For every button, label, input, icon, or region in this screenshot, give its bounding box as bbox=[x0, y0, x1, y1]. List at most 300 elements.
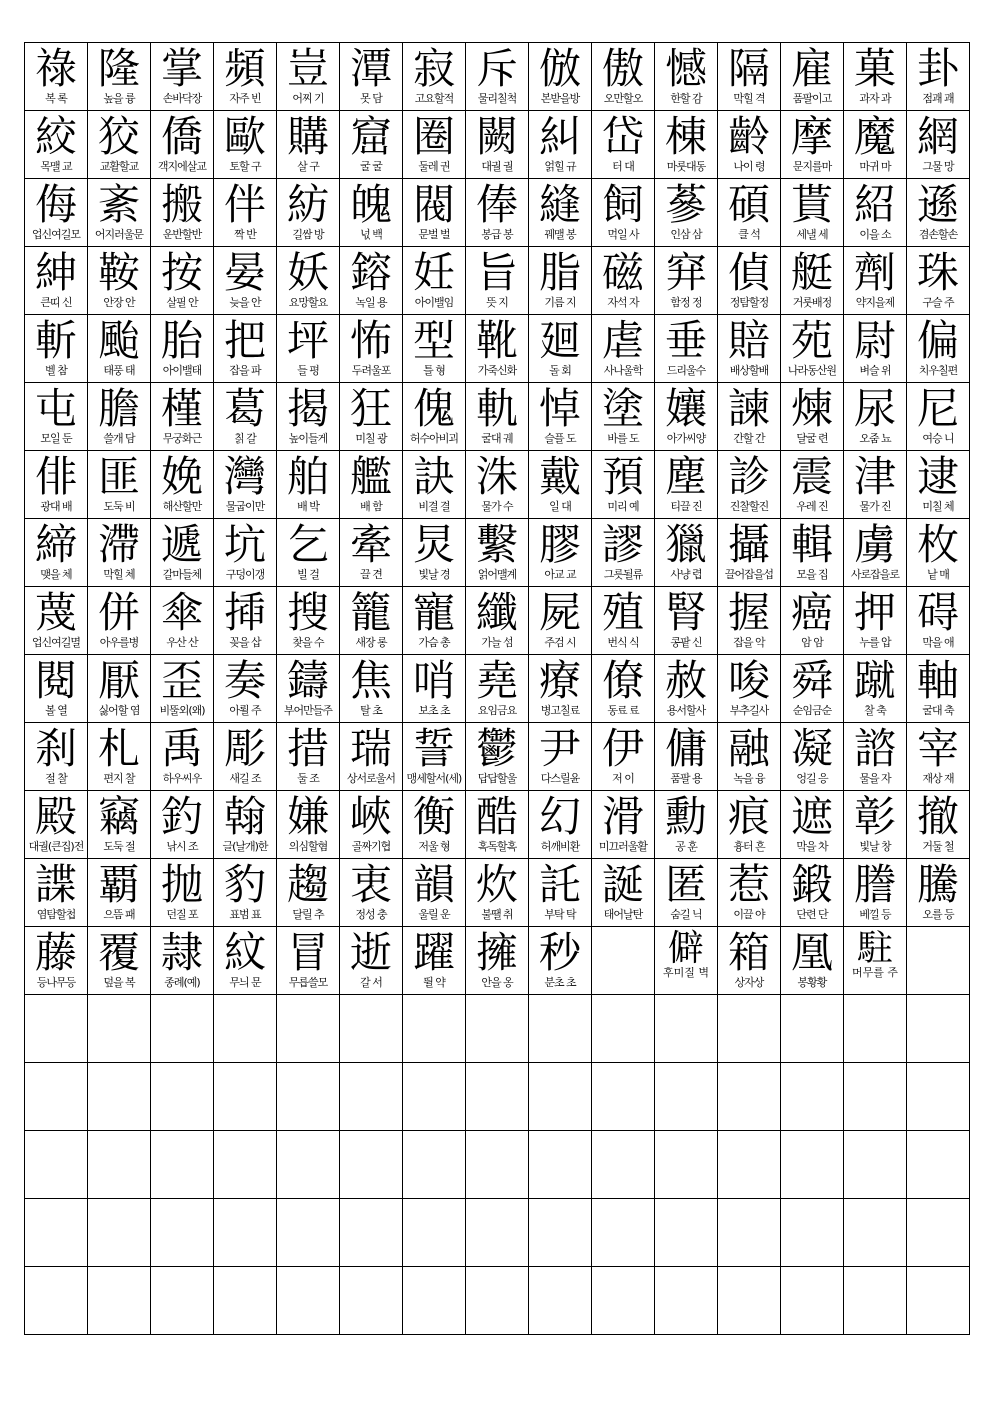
hanja-cell bbox=[907, 723, 970, 791]
hanja-cell bbox=[844, 927, 907, 995]
hanja-meaning-reading bbox=[592, 1042, 654, 1060]
hanja-character: 苑 bbox=[790, 316, 833, 365]
hanja-meaning-reading bbox=[340, 1246, 402, 1264]
hanja-character: 槿 bbox=[160, 384, 203, 433]
hanja-cell bbox=[25, 587, 88, 655]
hanja-character: 縫 bbox=[538, 180, 581, 229]
hanja-cell bbox=[718, 43, 781, 111]
hanja-meaning-reading bbox=[655, 1246, 717, 1264]
hanja-meaning-reading bbox=[844, 1246, 906, 1264]
hanja-character bbox=[529, 1267, 591, 1314]
hanja-character: 偏 bbox=[916, 316, 959, 365]
hanja-character bbox=[592, 927, 654, 974]
hanja-cell bbox=[844, 519, 907, 587]
hanja-cell bbox=[214, 451, 277, 519]
hanja-meaning-reading bbox=[214, 1110, 276, 1128]
hanja-character: 摩 bbox=[790, 112, 833, 161]
hanja-cell bbox=[403, 927, 466, 995]
hanja-meaning-reading: 목맬 교 bbox=[40, 160, 72, 173]
hanja-character: 翰 bbox=[223, 792, 266, 841]
hanja-character: 津 bbox=[853, 452, 896, 501]
hanja-meaning-reading: 티끌 진 bbox=[670, 500, 702, 513]
hanja-character bbox=[529, 1199, 591, 1246]
hanja-cell bbox=[277, 247, 340, 315]
hanja-cell bbox=[151, 655, 214, 723]
hanja-character: 謬 bbox=[601, 520, 644, 569]
hanja-meaning-reading: 번식 식 bbox=[607, 636, 639, 649]
hanja-character bbox=[718, 995, 780, 1042]
hanja-meaning-reading: 슬플 도 bbox=[544, 432, 576, 445]
hanja-meaning-reading: 저울 형 bbox=[418, 840, 450, 853]
hanja-cell bbox=[340, 383, 403, 451]
hanja-cell bbox=[340, 1063, 403, 1131]
hanja-meaning-reading: 객지에살교 bbox=[157, 160, 207, 173]
hanja-cell bbox=[592, 519, 655, 587]
grid-row bbox=[25, 587, 970, 655]
hanja-meaning-reading: 품팔 용 bbox=[670, 772, 702, 785]
hanja-character: 炅 bbox=[412, 520, 455, 569]
hanja-meaning-reading: 칡 갈 bbox=[234, 432, 256, 445]
hanja-cell bbox=[781, 315, 844, 383]
hanja-character: 糾 bbox=[538, 112, 581, 161]
hanja-character: 屍 bbox=[538, 588, 581, 637]
hanja-cell bbox=[781, 43, 844, 111]
hanja-cell bbox=[340, 519, 403, 587]
hanja-character bbox=[277, 1063, 339, 1110]
hanja-cell bbox=[403, 383, 466, 451]
hanja-character: 厭 bbox=[97, 656, 140, 705]
hanja-cell bbox=[340, 315, 403, 383]
hanja-meaning-reading bbox=[466, 1110, 528, 1128]
hanja-cell bbox=[25, 927, 88, 995]
hanja-meaning-reading: 봉황황 bbox=[797, 976, 827, 989]
hanja-meaning-reading: 겸손할손 bbox=[918, 228, 958, 241]
hanja-character: 謄 bbox=[853, 860, 896, 909]
hanja-cell bbox=[718, 383, 781, 451]
hanja-meaning-reading: 달릴 추 bbox=[292, 908, 324, 921]
hanja-meaning-reading: 해산할만 bbox=[162, 500, 202, 513]
hanja-meaning-reading bbox=[781, 1042, 843, 1060]
hanja-meaning-reading bbox=[718, 1178, 780, 1196]
hanja-cell bbox=[277, 1199, 340, 1267]
hanja-cell bbox=[151, 1199, 214, 1267]
hanja-character: 閥 bbox=[412, 180, 455, 229]
hanja-character: 峽 bbox=[349, 792, 392, 841]
hanja-character: 諜 bbox=[34, 860, 77, 909]
hanja-meaning-reading: 혹독할혹 bbox=[477, 840, 517, 853]
hanja-character: 祿 bbox=[34, 44, 77, 93]
hanja-cell bbox=[214, 1267, 277, 1335]
hanja-cell bbox=[403, 519, 466, 587]
hanja-cell bbox=[466, 451, 529, 519]
hanja-character: 衷 bbox=[349, 860, 392, 909]
hanja-meaning-reading bbox=[781, 1246, 843, 1264]
hanja-meaning-reading bbox=[781, 1314, 843, 1332]
hanja-cell bbox=[718, 791, 781, 859]
hanja-character: 胎 bbox=[160, 316, 203, 365]
hanja-cell bbox=[214, 723, 277, 791]
hanja-character: 虜 bbox=[853, 520, 896, 569]
hanja-meaning-reading: 점괘 괘 bbox=[922, 92, 954, 105]
hanja-character bbox=[907, 1199, 969, 1246]
hanja-meaning-reading: 교활할교 bbox=[99, 160, 139, 173]
hanja-meaning-reading: 오를 등 bbox=[922, 908, 954, 921]
hanja-character: 按 bbox=[160, 248, 203, 297]
hanja-cell bbox=[25, 179, 88, 247]
hanja-cell bbox=[277, 1131, 340, 1199]
hanja-cell bbox=[592, 451, 655, 519]
hanja-meaning-reading bbox=[592, 1178, 654, 1196]
hanja-meaning-reading: 표범 표 bbox=[229, 908, 261, 921]
hanja-cell bbox=[277, 995, 340, 1063]
hanja-character: 搬 bbox=[160, 180, 203, 229]
hanja-character: 廻 bbox=[538, 316, 581, 365]
hanja-cell bbox=[655, 383, 718, 451]
hanja-meaning-reading: 분초 초 bbox=[544, 976, 576, 989]
hanja-cell bbox=[655, 859, 718, 927]
hanja-cell bbox=[907, 1131, 970, 1199]
hanja-meaning-reading: 굴대 축 bbox=[922, 704, 954, 717]
hanja-character: 遞 bbox=[160, 520, 203, 569]
hanja-meaning-reading bbox=[844, 1110, 906, 1128]
hanja-meaning-reading bbox=[529, 1314, 591, 1332]
hanja-character: 珠 bbox=[916, 248, 959, 297]
hanja-cell bbox=[655, 519, 718, 587]
hanja-cell bbox=[844, 1131, 907, 1199]
hanja-character: 歪 bbox=[160, 656, 203, 705]
hanja-cell bbox=[25, 655, 88, 723]
hanja-cell bbox=[907, 1267, 970, 1335]
hanja-cell bbox=[907, 247, 970, 315]
hanja-character: 僻 bbox=[667, 928, 704, 969]
hanja-character bbox=[340, 1131, 402, 1178]
hanja-meaning-reading bbox=[403, 1042, 465, 1060]
hanja-meaning-reading bbox=[907, 1246, 969, 1264]
hanja-character: 震 bbox=[790, 452, 833, 501]
hanja-meaning-reading: 꿰맬 봉 bbox=[544, 228, 576, 241]
hanja-character: 瑞 bbox=[349, 724, 392, 773]
hanja-character bbox=[844, 1267, 906, 1314]
hanja-cell bbox=[592, 111, 655, 179]
hanja-meaning-reading bbox=[655, 1042, 717, 1060]
hanja-cell bbox=[25, 995, 88, 1063]
hanja-cell bbox=[655, 1199, 718, 1267]
hanja-cell bbox=[277, 587, 340, 655]
hanja-cell bbox=[214, 1199, 277, 1267]
hanja-cell bbox=[151, 451, 214, 519]
hanja-character: 冒 bbox=[286, 928, 329, 977]
hanja-cell bbox=[403, 1267, 466, 1335]
hanja-meaning-reading: 덮을 복 bbox=[103, 976, 135, 989]
hanja-meaning-reading: 잡을 악 bbox=[733, 636, 765, 649]
hanja-character: 騰 bbox=[916, 860, 959, 909]
hanja-meaning-reading: 두려울포 bbox=[351, 364, 391, 377]
hanja-meaning-reading bbox=[907, 1178, 969, 1196]
hanja-cell bbox=[277, 1267, 340, 1335]
hanja-meaning-reading: 잡을 파 bbox=[229, 364, 261, 377]
hanja-meaning-reading: 일 대 bbox=[549, 500, 571, 513]
hanja-character bbox=[466, 1199, 528, 1246]
hanja-character: 卦 bbox=[916, 44, 959, 93]
hanja-meaning-reading: 어찌 기 bbox=[292, 92, 324, 105]
hanja-character: 癌 bbox=[790, 588, 833, 637]
hanja-character: 艇 bbox=[790, 248, 833, 297]
hanja-cell bbox=[844, 247, 907, 315]
hanja-meaning-reading: 사나울학 bbox=[603, 364, 643, 377]
hanja-cell bbox=[151, 927, 214, 995]
hanja-meaning-reading: 큰띠 신 bbox=[40, 296, 72, 309]
hanja-cell bbox=[781, 1063, 844, 1131]
hanja-meaning-reading: 상자상 bbox=[734, 976, 764, 989]
hanja-meaning-reading: 용서할사 bbox=[666, 704, 706, 717]
hanja-character: 誕 bbox=[601, 860, 644, 909]
hanja-character: 闕 bbox=[475, 112, 518, 161]
hanja-character: 岱 bbox=[601, 112, 644, 161]
hanja-cell bbox=[403, 451, 466, 519]
hanja-character: 菓 bbox=[853, 44, 896, 93]
hanja-meaning-reading: 도둑 비 bbox=[103, 500, 135, 513]
hanja-character: 炊 bbox=[475, 860, 518, 909]
hanja-cell bbox=[718, 247, 781, 315]
hanja-cell bbox=[718, 859, 781, 927]
hanja-character: 寂 bbox=[412, 44, 455, 93]
hanja-character: 攝 bbox=[727, 520, 770, 569]
hanja-cell bbox=[844, 723, 907, 791]
hanja-cell bbox=[718, 587, 781, 655]
hanja-meaning-reading: 막힐 격 bbox=[733, 92, 765, 105]
hanja-meaning-reading: 미칠 체 bbox=[922, 500, 954, 513]
hanja-meaning-reading: 우레 진 bbox=[796, 500, 828, 513]
hanja-character: 繫 bbox=[475, 520, 518, 569]
hanja-character: 乞 bbox=[286, 520, 329, 569]
hanja-character: 碍 bbox=[916, 588, 959, 637]
hanja-meaning-reading bbox=[277, 1314, 339, 1332]
grid-row bbox=[25, 179, 970, 247]
hanja-cell bbox=[277, 655, 340, 723]
hanja-cell bbox=[214, 519, 277, 587]
hanja-cell bbox=[277, 451, 340, 519]
hanja-character: 脂 bbox=[538, 248, 581, 297]
hanja-cell bbox=[277, 111, 340, 179]
hanja-meaning-reading: 새길 조 bbox=[229, 772, 261, 785]
hanja-meaning-reading bbox=[340, 1314, 402, 1332]
hanja-character: 虐 bbox=[601, 316, 644, 365]
hanja-cell bbox=[592, 1267, 655, 1335]
hanja-meaning-reading: 찾을 수 bbox=[292, 636, 324, 649]
hanja-meaning-reading: 여승 니 bbox=[922, 432, 954, 445]
hanja-character bbox=[25, 1199, 87, 1246]
hanja-cell bbox=[214, 383, 277, 451]
hanja-meaning-reading: 오만할오 bbox=[603, 92, 643, 105]
hanja-meaning-reading: 아우를병 bbox=[99, 636, 139, 649]
hanja-meaning-reading: 흉터 흔 bbox=[733, 840, 765, 853]
grid-row bbox=[25, 791, 970, 859]
hanja-character: 伴 bbox=[223, 180, 266, 229]
hanja-cell bbox=[151, 1131, 214, 1199]
hanja-meaning-reading: 아이밸태 bbox=[162, 364, 202, 377]
hanja-meaning-reading: 약지을제 bbox=[855, 296, 895, 309]
hanja-character: 塵 bbox=[664, 452, 707, 501]
hanja-character: 訣 bbox=[412, 452, 455, 501]
hanja-character bbox=[655, 1199, 717, 1246]
hanja-character: 彫 bbox=[223, 724, 266, 773]
hanja-meaning-reading: 편지 찰 bbox=[103, 772, 135, 785]
hanja-meaning-reading: 갈 서 bbox=[360, 976, 382, 989]
hanja-meaning-reading bbox=[340, 1042, 402, 1060]
hanja-meaning-reading: 등나무등 bbox=[36, 976, 76, 989]
hanja-cell bbox=[466, 315, 529, 383]
hanja-character bbox=[151, 1199, 213, 1246]
hanja-character: 穽 bbox=[664, 248, 707, 297]
hanja-character: 尼 bbox=[916, 384, 959, 433]
grid-row bbox=[25, 859, 970, 927]
hanja-cell bbox=[25, 1131, 88, 1199]
hanja-meaning-reading: 먹일 사 bbox=[607, 228, 639, 241]
hanja-character: 獵 bbox=[664, 520, 707, 569]
hanja-cell bbox=[340, 1199, 403, 1267]
hanja-meaning-reading: 문벌 벌 bbox=[418, 228, 450, 241]
hanja-cell bbox=[88, 179, 151, 247]
hanja-cell bbox=[403, 43, 466, 111]
hanja-meaning-reading: 뛸 약 bbox=[423, 976, 445, 989]
hanja-character: 戴 bbox=[538, 452, 581, 501]
hanja-character: 魄 bbox=[349, 180, 392, 229]
hanja-meaning-reading: 도둑 절 bbox=[103, 840, 135, 853]
hanja-cell bbox=[907, 43, 970, 111]
hanja-character: 坪 bbox=[286, 316, 329, 365]
hanja-character bbox=[781, 995, 843, 1042]
hanja-meaning-reading: 사로잡을로 bbox=[850, 568, 900, 581]
hanja-cell bbox=[151, 519, 214, 587]
hanja-cell bbox=[529, 1063, 592, 1131]
hanja-character: 寵 bbox=[412, 588, 455, 637]
hanja-meaning-reading bbox=[151, 1178, 213, 1196]
hanja-cell bbox=[592, 587, 655, 655]
hanja-character: 蔘 bbox=[664, 180, 707, 229]
hanja-cell bbox=[592, 179, 655, 247]
hanja-meaning-reading bbox=[214, 1042, 276, 1060]
hanja-character bbox=[844, 1131, 906, 1178]
hanja-character bbox=[466, 1131, 528, 1178]
hanja-meaning-reading: 볼 열 bbox=[45, 704, 67, 717]
grid-row bbox=[25, 1131, 970, 1199]
hanja-meaning-reading: 골짜기협 bbox=[351, 840, 391, 853]
hanja-meaning-reading: 구덩이갱 bbox=[225, 568, 265, 581]
hanja-cell bbox=[403, 1063, 466, 1131]
hanja-meaning-reading bbox=[214, 1178, 276, 1196]
hanja-cell bbox=[403, 655, 466, 723]
hanja-character: 輯 bbox=[790, 520, 833, 569]
hanja-meaning-reading: 가늘 섬 bbox=[481, 636, 513, 649]
hanja-worksheet-grid bbox=[24, 42, 970, 1335]
hanja-cell bbox=[340, 179, 403, 247]
hanja-meaning-reading: 높을 륭 bbox=[103, 92, 135, 105]
hanja-character bbox=[907, 1063, 969, 1110]
hanja-meaning-reading: 비뚤외(왜) bbox=[159, 704, 205, 717]
hanja-cell bbox=[529, 519, 592, 587]
hanja-character bbox=[655, 1131, 717, 1178]
hanja-character: 哨 bbox=[412, 656, 455, 705]
hanja-meaning-reading: 암 암 bbox=[801, 636, 823, 649]
hanja-meaning-reading bbox=[277, 1110, 339, 1128]
hanja-character bbox=[592, 1063, 654, 1110]
hanja-meaning-reading: 간할 간 bbox=[733, 432, 765, 445]
hanja-cell bbox=[403, 1199, 466, 1267]
hanja-meaning-reading: 무릅쓸모 bbox=[288, 976, 328, 989]
hanja-meaning-reading: 맹세할서(세) bbox=[406, 772, 462, 785]
hanja-meaning-reading: 빛날 경 bbox=[418, 568, 450, 581]
hanja-character: 購 bbox=[286, 112, 329, 161]
hanja-meaning-reading: 절 찰 bbox=[45, 772, 67, 785]
hanja-character bbox=[403, 995, 465, 1042]
hanja-character: 頻 bbox=[223, 44, 266, 93]
hanja-cell bbox=[907, 1199, 970, 1267]
hanja-cell bbox=[214, 927, 277, 995]
hanja-cell bbox=[25, 383, 88, 451]
hanja-cell bbox=[781, 451, 844, 519]
hanja-meaning-reading: 끌 견 bbox=[360, 568, 382, 581]
hanja-meaning-reading: 정성 충 bbox=[355, 908, 387, 921]
hanja-character: 併 bbox=[97, 588, 140, 637]
hanja-cell bbox=[340, 859, 403, 927]
hanja-meaning-reading: 바를 도 bbox=[607, 432, 639, 445]
hanja-character: 圈 bbox=[412, 112, 455, 161]
hanja-meaning-reading: 뜻 지 bbox=[486, 296, 508, 309]
hanja-character: 締 bbox=[34, 520, 77, 569]
hanja-meaning-reading: 녹일 용 bbox=[355, 296, 387, 309]
hanja-cell bbox=[88, 451, 151, 519]
hanja-meaning-reading: 운반할반 bbox=[162, 228, 202, 241]
hanja-meaning-reading: 함정 정 bbox=[670, 296, 702, 309]
hanja-cell bbox=[403, 587, 466, 655]
hanja-cell bbox=[781, 655, 844, 723]
hanja-cell bbox=[844, 587, 907, 655]
hanja-character: 塗 bbox=[601, 384, 644, 433]
hanja-character: 痕 bbox=[727, 792, 770, 841]
hanja-character: 俳 bbox=[34, 452, 77, 501]
hanja-cell bbox=[340, 791, 403, 859]
hanja-meaning-reading bbox=[592, 974, 654, 992]
grid-row bbox=[25, 111, 970, 179]
hanja-meaning-reading bbox=[214, 1246, 276, 1264]
hanja-meaning-reading: 물굽이만 bbox=[225, 500, 265, 513]
hanja-meaning-reading: 녹을 융 bbox=[733, 772, 765, 785]
hanja-character bbox=[403, 1199, 465, 1246]
hanja-meaning-reading bbox=[529, 1246, 591, 1264]
hanja-meaning-reading: 거룻배정 bbox=[792, 296, 832, 309]
hanja-character bbox=[88, 1063, 150, 1110]
hanja-cell bbox=[529, 111, 592, 179]
hanja-character: 魔 bbox=[853, 112, 896, 161]
hanja-character: 搜 bbox=[286, 588, 329, 637]
hanja-meaning-reading: 인삼 삼 bbox=[670, 228, 702, 241]
hanja-cell bbox=[781, 1199, 844, 1267]
hanja-character: 押 bbox=[853, 588, 896, 637]
hanja-meaning-reading: 살 구 bbox=[297, 160, 319, 173]
hanja-character: 籠 bbox=[349, 588, 392, 637]
hanja-cell bbox=[151, 859, 214, 927]
hanja-meaning-reading bbox=[781, 1178, 843, 1196]
hanja-character: 旨 bbox=[475, 248, 518, 297]
hanja-character: 堯 bbox=[475, 656, 518, 705]
hanja-character: 駐 bbox=[856, 928, 893, 969]
hanja-cell bbox=[592, 315, 655, 383]
hanja-character bbox=[529, 1063, 591, 1110]
grid-row bbox=[25, 1267, 970, 1335]
hanja-character: 屯 bbox=[34, 384, 77, 433]
hanja-cell bbox=[781, 995, 844, 1063]
hanja-cell bbox=[529, 995, 592, 1063]
